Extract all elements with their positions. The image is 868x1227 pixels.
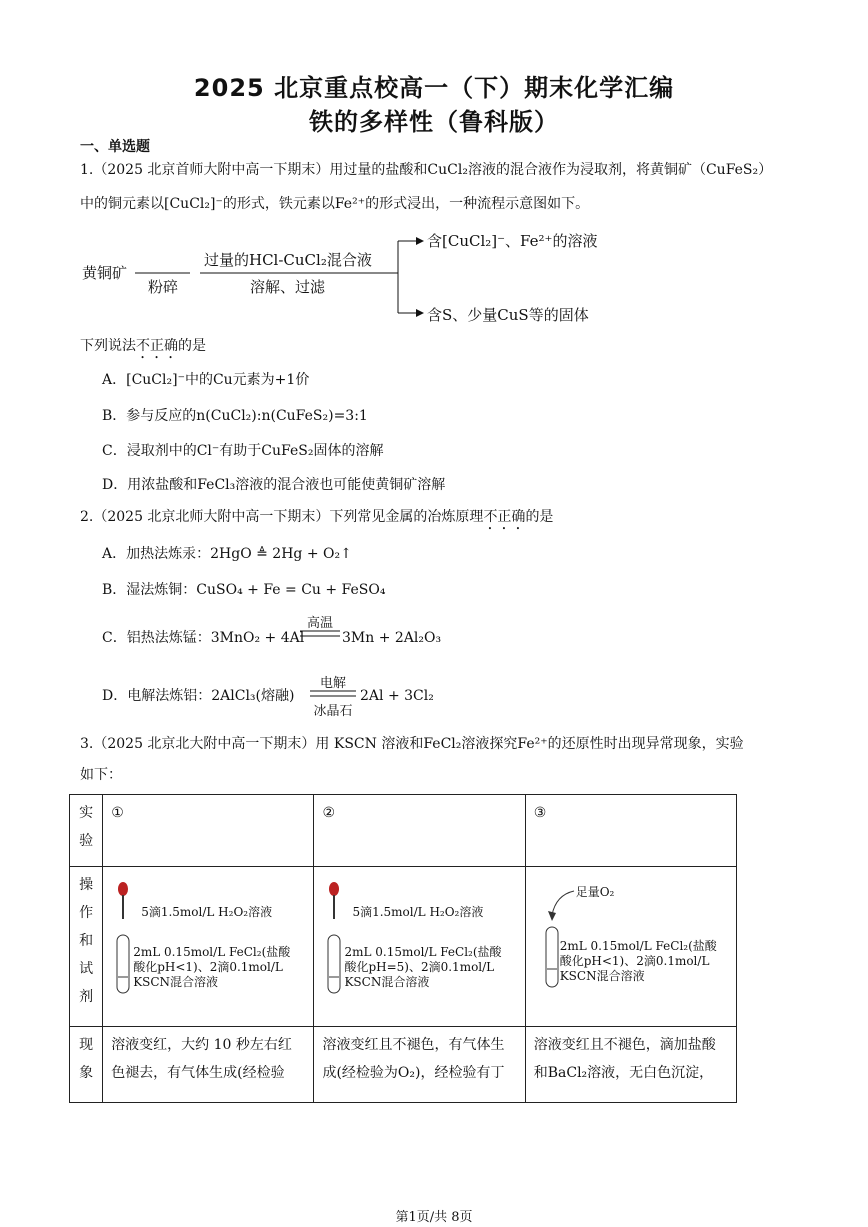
q1-option-d[interactable]: D．用浓盐酸和FeCl₃溶液的混合液也可能使黄铜矿溶解 (102, 477, 446, 493)
flow-output-solution: 含[CuCl₂]⁻、Fe²⁺的溶液 (427, 232, 598, 250)
q2-option-c-condition: 高温 (306, 616, 333, 631)
q2-option-d-condition-bottom: 冰晶石 (313, 704, 353, 719)
page-subtitle: 铁的多样性（鲁科版） (309, 108, 559, 136)
table-phen-3: 溶液变红且不褪色，滴加盐酸和BaCl₂溶液，无白色沉淀， (525, 1027, 736, 1103)
q2-option-d-reactants: 2AlCl₃(熔融) (211, 688, 295, 704)
table-col-2: ② (314, 795, 525, 867)
q1-question-post: 的是 (178, 338, 206, 354)
op3-gas-label: 足量O₂ (575, 885, 615, 899)
q2-option-c-equals (300, 630, 340, 638)
q2-option-d-condition-top: 电解 (319, 676, 346, 691)
q2-option-d[interactable] (102, 686, 294, 706)
flow-step-label: 粉碎 (148, 278, 179, 296)
q1-option-c[interactable]: C．浸取剂中的Cl⁻有助于CuFeS₂固体的溶解 (102, 443, 384, 459)
q2-option-d-products: 2Al + 3Cl₂ (360, 688, 434, 704)
q2-option-a-label: A．加热法炼汞： (102, 546, 211, 562)
q2-option-c-products: 3Mn + 2Al₂O₃ (342, 630, 442, 646)
table-op-2 (314, 867, 525, 1027)
q2-option-d-label: D．电解法炼铝： (102, 688, 212, 704)
section-heading: 一、单选题 (80, 139, 150, 155)
q1-question-pre: 下列说法 (80, 338, 136, 354)
q2-option-c-label: C．铝热法炼锰： (102, 630, 211, 646)
q2-option-b[interactable] (102, 580, 385, 600)
q2-option-c-reactants: 3MnO₂ + 4Al (210, 630, 305, 646)
q2-stem-post: 的是 (525, 509, 554, 525)
q1-flow-diagram (80, 225, 640, 325)
table-op-3 (525, 867, 736, 1027)
table-phen-2: 溶液变红且不褪色，有气体生成(经检验为O₂)，经检验有丁 (314, 1027, 525, 1103)
q2-option-b-label: B．湿法炼铜： (102, 582, 197, 598)
table-col-3: ③ (525, 795, 736, 867)
q3-stem-line2: 如下： (80, 767, 122, 783)
op1-tube-label: 2mL 0.15mol/L FeCl₂(盐酸酸化pH<1)、2滴0.1mol/L KSCN混合溶液 (133, 945, 291, 989)
page-footer: 第1页/共 8页 (395, 1210, 473, 1225)
q2-option-a[interactable] (102, 544, 352, 564)
flow-arrows (80, 225, 640, 325)
op1-drop-label: 5滴1.5mol/L H₂O₂溶液 (141, 905, 273, 919)
q1-question (80, 336, 206, 362)
table-phen-1: 溶液变红，大约 10 秒左右红色褪去，有气体生成(经检验 (103, 1027, 314, 1103)
q2-stem (80, 507, 553, 533)
q2-stem-emph: 不正确 (483, 509, 526, 525)
op3-tube-label: 2mL 0.15mol/L FeCl₂(盐酸酸化pH<1)、2滴0.1mol/L KSCN混合溶液 (559, 939, 717, 983)
q1-option-b[interactable]: B．参与反应的n(CuCl₂):n(CuFeS₂)=3:1 (102, 408, 368, 424)
experiment-table (69, 794, 737, 1103)
q1-question-emph: 不正确 (136, 338, 178, 354)
table-col-1: ① (103, 795, 314, 867)
q1-stem-line2: 中的铜元素以[CuCl₂]⁻的形式，铁元素以Fe²⁺的形式浸出，一种流程示意图如下。 (80, 196, 590, 212)
flow-process-label: 溶解、过滤 (250, 278, 326, 296)
q2-option-a-equation: 2HgO ≜ 2Hg + O₂↑ (210, 546, 352, 562)
op2-drop-label: 5滴1.5mol/L H₂O₂溶液 (352, 905, 484, 919)
flow-output-solid: 含S、少量CuS等的固体 (427, 306, 589, 324)
q1-stem-line1: 1.（2025 北京首师大附中高一下期末）用过量的盐酸和CuCl₂溶液的混合液作为浸取剂，将黄铜矿（CuFeS₂） (80, 162, 773, 178)
q2-stem-pre: 2.（2025 北京北师大附中高一下期末）下列常见金属的冶炼原理 (80, 509, 484, 525)
q2-option-b-equation: CuSO₄ + Fe = Cu + FeSO₄ (196, 582, 386, 598)
q1-option-a[interactable]: A．[CuCl₂]⁻中的Cu元素为+1价 (102, 372, 310, 388)
table-head-operation: 操作和试剂 (70, 867, 103, 1027)
table-head-phenomenon: 现象 (70, 1027, 103, 1103)
op2-tube-label: 2mL 0.15mol/L FeCl₂(盐酸酸化pH=5)、2滴0.1mol/L KSCN混合溶液 (344, 945, 502, 989)
q2-option-d-equals (310, 690, 356, 698)
q2-option-c[interactable] (102, 628, 304, 648)
flow-start-label: 黄铜矿 (82, 264, 128, 282)
flow-reagent-label: 过量的HCl-CuCl₂混合液 (204, 251, 372, 269)
table-head-experiment: 实验 (70, 795, 103, 867)
page-title: 2025 北京重点校高一（下）期末化学汇编 (193, 74, 675, 102)
q3-stem-line1: 3.（2025 北京北大附中高一下期末）用 KSCN 溶液和FeCl₂溶液探究Fe²⁺的还原性时出现异常现象，实验 (80, 736, 744, 752)
table-op-1 (103, 867, 314, 1027)
